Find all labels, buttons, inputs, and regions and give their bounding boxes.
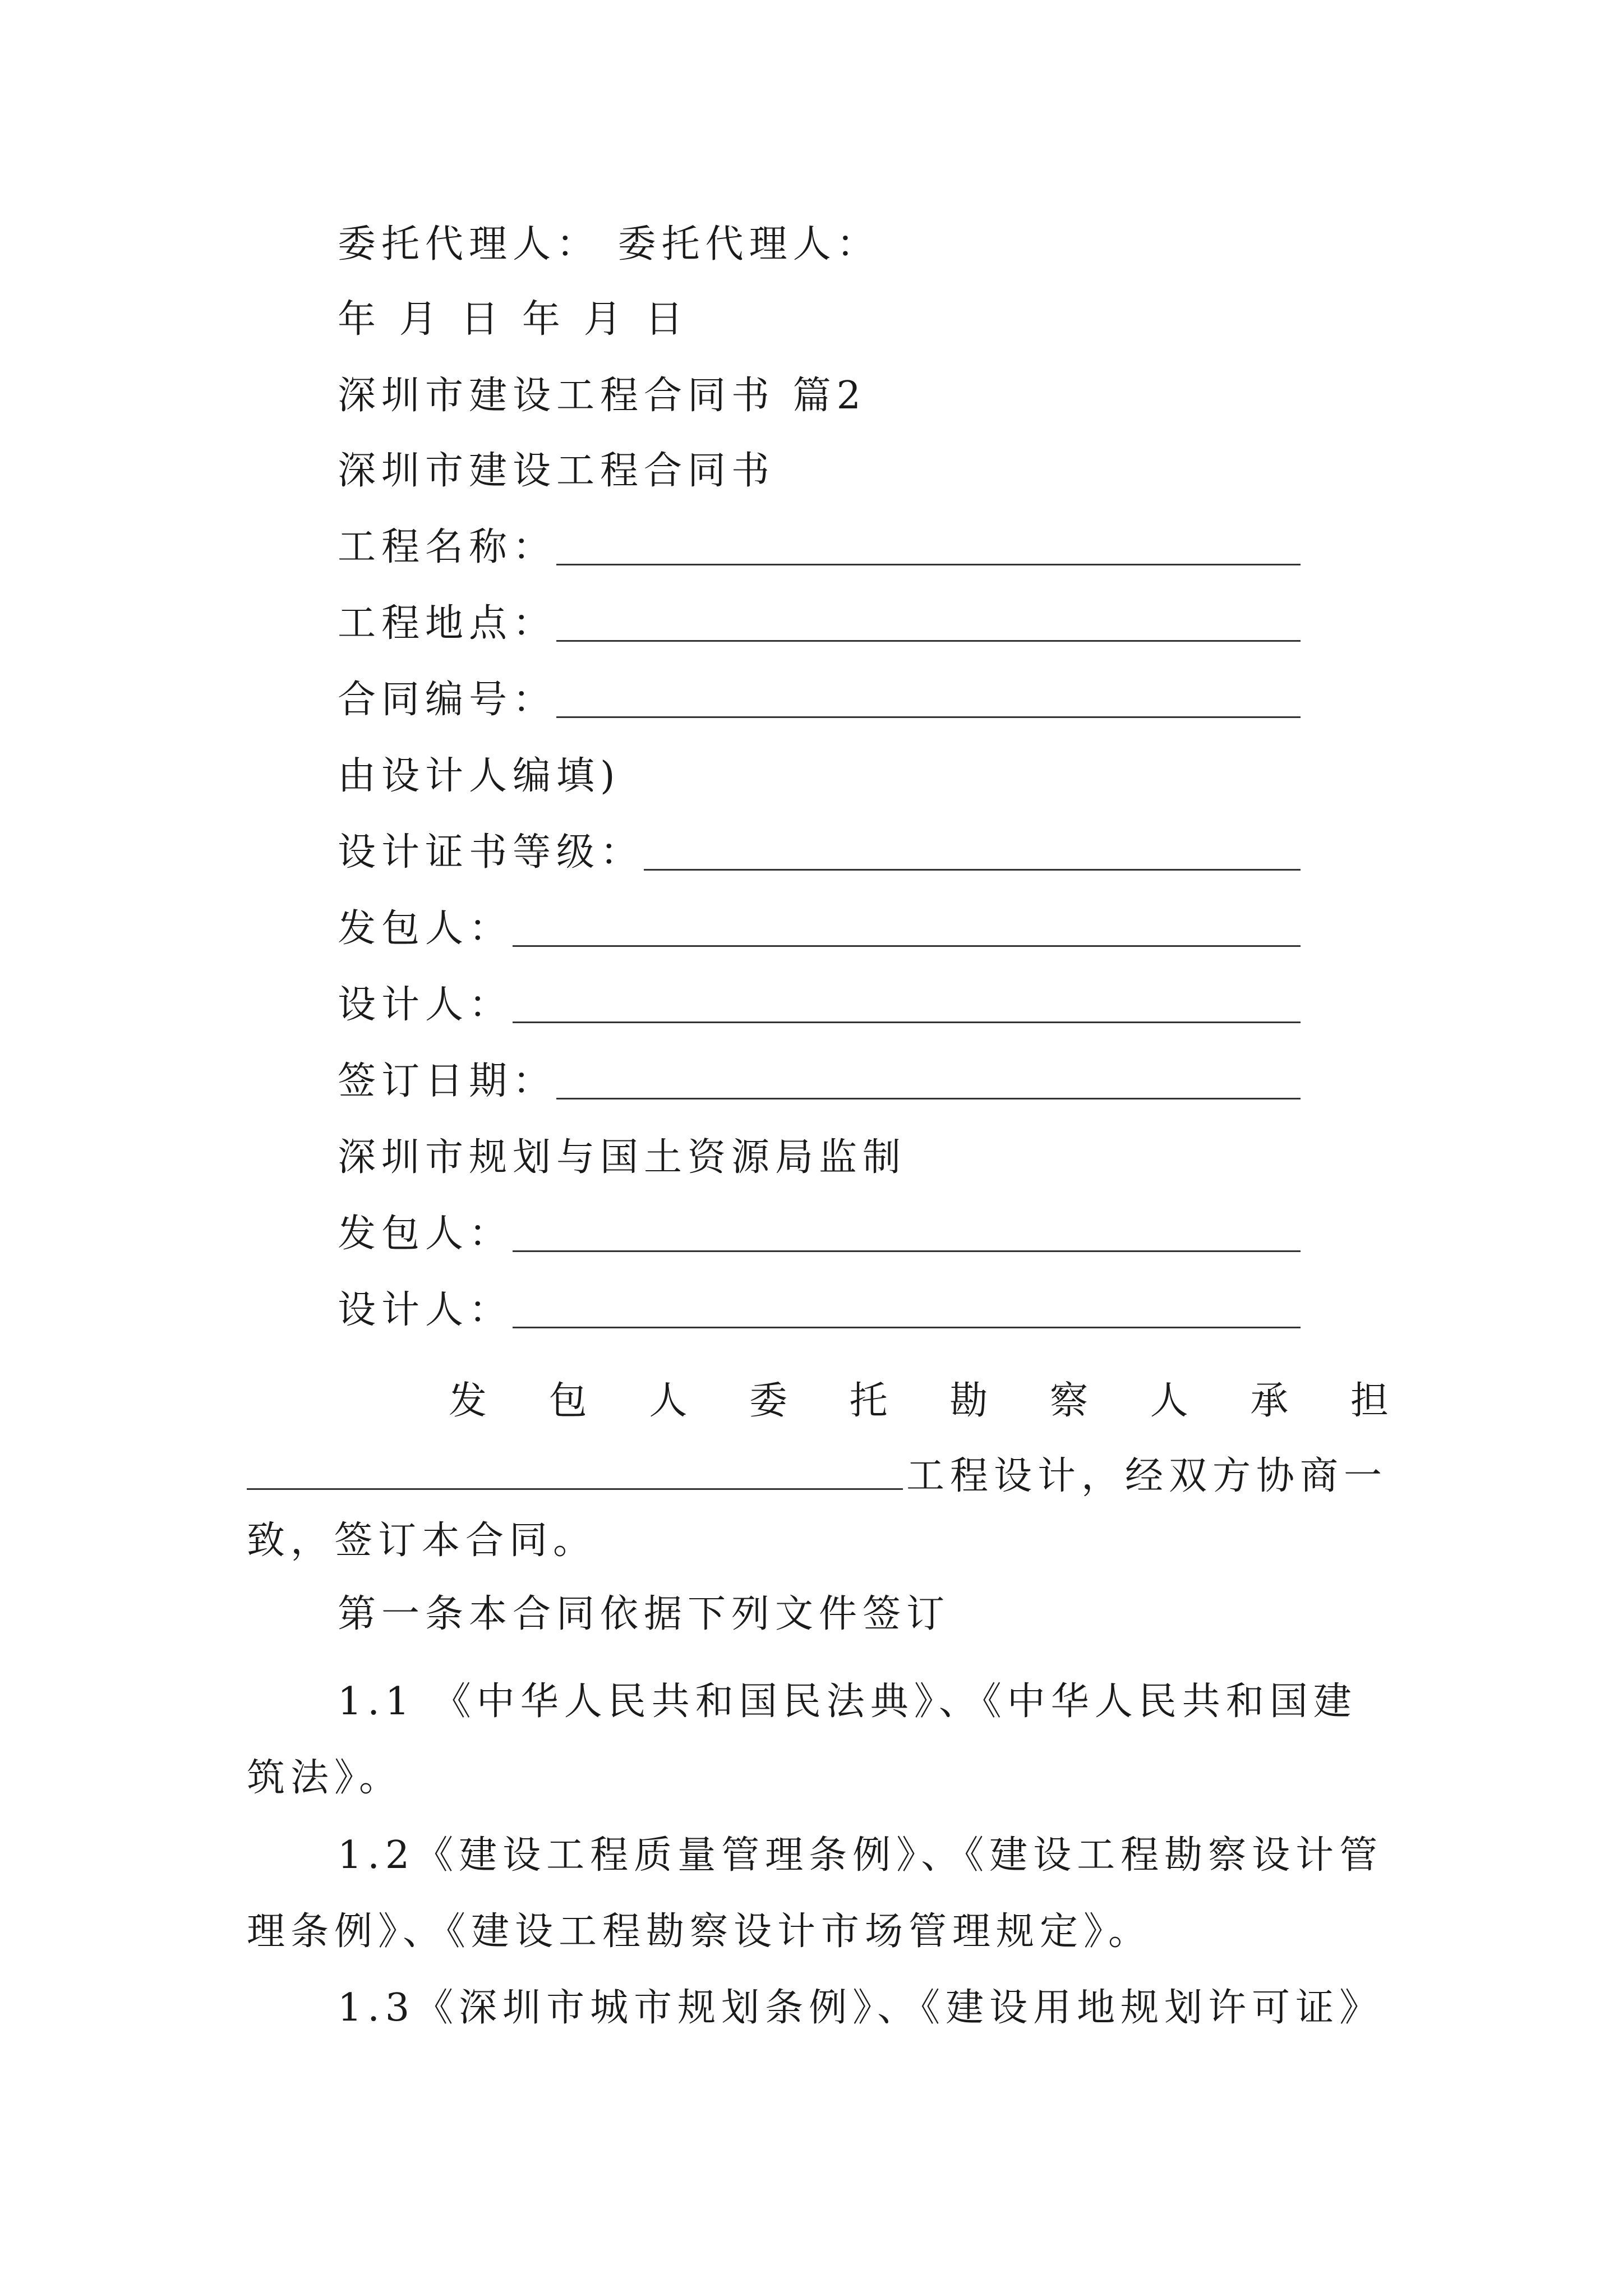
spread-char: 包	[548, 1378, 587, 1423]
spread-char: 担	[1350, 1378, 1389, 1423]
article-1-title: 第一条本合同依据下列文件签订	[338, 1592, 951, 1636]
field-label: 设计人：	[338, 983, 513, 1027]
spread-char: 托	[849, 1378, 888, 1423]
spread-char: 发	[449, 1378, 487, 1423]
agent-line: 委托代理人： 委托代理人：	[338, 222, 880, 266]
spread-char: 委	[749, 1378, 787, 1423]
contract-title: 深圳市建设工程合同书	[338, 449, 776, 493]
spread-char: 人	[649, 1378, 688, 1423]
fill-blank	[644, 869, 1301, 871]
fill-blank	[556, 640, 1301, 642]
article-1-item-3: 1.3《深圳市城市规划条例》、《建设用地规划许可证》	[338, 1986, 1384, 2030]
article-1-item-2: 1.2《建设工程质量管理条例》、《建设工程勘察设计管理条例》、《建设工程勘察设计市场管理规定》。	[247, 1833, 1384, 1954]
fill-blank	[513, 1022, 1301, 1023]
supervisor-line: 深圳市规划与国土资源局监制	[338, 1135, 907, 1180]
field-label: 设计证书等级：	[338, 830, 644, 875]
field-project-name	[338, 525, 1301, 570]
section-title: 深圳市建设工程合同书 篇2	[338, 374, 866, 418]
spread-char: 察	[1049, 1378, 1088, 1423]
field-designer	[338, 983, 1301, 1028]
field-label: 设计人：	[338, 1288, 513, 1332]
note-line: 由设计人编填)	[338, 754, 621, 798]
fill-blank	[556, 564, 1301, 565]
field-employer	[338, 907, 1301, 951]
field-label: 发包人：	[338, 907, 513, 951]
spread-char: 承	[1250, 1378, 1289, 1423]
fill-blank	[513, 945, 1301, 947]
field-contract-number	[338, 678, 1301, 723]
fill-blank	[247, 1488, 903, 1490]
field-employer-2	[338, 1212, 1301, 1257]
intro-after-blank: 工程设计，经双方协商一	[906, 1453, 1388, 1498]
fill-blank	[513, 1327, 1301, 1328]
intro-spread-line	[449, 1372, 1389, 1423]
spread-char: 人	[1150, 1378, 1188, 1423]
field-certificate-level	[338, 830, 1301, 875]
field-project-location	[338, 601, 1301, 646]
intro-blank-row	[247, 1447, 1391, 1498]
field-designer-2	[338, 1288, 1301, 1333]
date-line: 年 月 日 年 月 日	[338, 297, 689, 342]
fill-blank	[556, 1098, 1301, 1099]
field-label: 签订日期：	[338, 1059, 557, 1103]
field-label: 合同编号：	[338, 678, 557, 722]
fill-blank	[513, 1250, 1301, 1252]
intro-continuation: 致，签订本合同。	[247, 1519, 597, 1563]
spread-char: 勘	[949, 1378, 988, 1423]
field-label: 工程地点：	[338, 601, 557, 646]
field-sign-date	[338, 1059, 1301, 1104]
fill-blank	[556, 716, 1301, 718]
field-label: 工程名称：	[338, 525, 557, 569]
article-1-item-1: 1.1 《中华人民共和国民法典》、《中华人民共和国建筑法》。	[247, 1680, 1357, 1800]
field-label: 发包人：	[338, 1212, 513, 1256]
